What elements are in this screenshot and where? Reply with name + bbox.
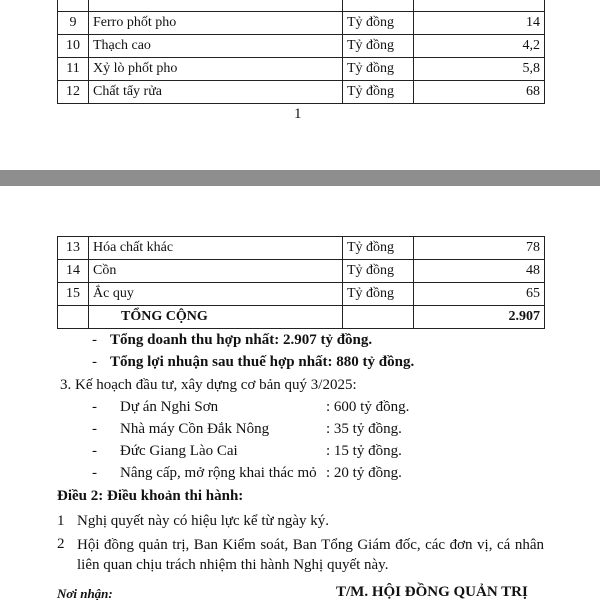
summary-revenue: Tổng doanh thu hợp nhất: 2.907 tỷ đồng. (110, 332, 373, 348)
section3-heading: 3. Kế hoạch đầu tư, xây dựng cơ bản quý 3/2025: (60, 377, 357, 393)
invest-value-1: : 600 tỷ đồng. (326, 399, 410, 415)
unit-cell: Tỷ đồng (343, 283, 414, 306)
row-number: 15 (58, 283, 89, 306)
value-cell: 65 (414, 283, 545, 306)
total-row (58, 306, 545, 329)
top-table (57, 0, 545, 104)
row-number: 10 (58, 35, 89, 58)
table-row (58, 81, 545, 104)
table-row (58, 283, 545, 306)
invest-value-2: : 35 tỷ đồng. (326, 421, 402, 437)
value-cell (414, 0, 545, 12)
invest-label-2: Nhà máy Cồn Đắk Nông (120, 421, 270, 437)
unit-cell: Tỷ đồng (343, 35, 414, 58)
row-number (58, 0, 89, 12)
item-name: Cồn (89, 260, 343, 283)
item-name: Ferro phốt pho (89, 12, 343, 35)
invest-label-4: Nâng cấp, mở rộng khai thác mỏ (120, 465, 317, 481)
table-row (58, 0, 545, 12)
row-number: 11 (58, 58, 89, 81)
unit-cell: Tỷ đồng (343, 260, 414, 283)
unit-cell: Tỷ đồng (343, 81, 414, 104)
invest-dash-2: - (92, 421, 97, 437)
summary-profit: Tổng lợi nhuận sau thuế hợp nhất: 880 tỷ đồng. (110, 354, 415, 370)
invest-value-4: : 20 tỷ đồng. (326, 465, 402, 481)
value-cell: 68 (414, 81, 545, 104)
invest-dash-1: - (92, 399, 97, 415)
invest-dash-4: - (92, 465, 97, 481)
item-name (89, 0, 343, 12)
table-row (58, 260, 545, 283)
table-row (58, 12, 545, 35)
item-name: Thạch cao (89, 35, 343, 58)
row-number: 12 (58, 81, 89, 104)
value-cell: 48 (414, 260, 545, 283)
row-number: 9 (58, 12, 89, 35)
table-row (58, 237, 545, 260)
clause2-number: 2 (57, 536, 65, 552)
clause1-number: 1 (57, 513, 65, 529)
item-name: Ắc quy (89, 283, 343, 306)
page-separator (0, 170, 600, 186)
table-row (58, 58, 545, 81)
page-bottom (0, 186, 600, 600)
article2-heading: Điều 2: Điều khoản thi hành: (57, 488, 244, 504)
clause1-text: Nghị quyết này có hiệu lực kể từ ngày ký. (77, 513, 330, 529)
invest-value-3: : 15 tỷ đồng. (326, 443, 402, 459)
recipients-label: Nơi nhận: (57, 586, 113, 600)
unit-cell: Tỷ đồng (343, 237, 414, 260)
unit-cell (343, 0, 414, 12)
invest-dash-3: - (92, 443, 97, 459)
invest-label-1: Dự án Nghi Sơn (120, 399, 219, 415)
bottom-table (57, 236, 545, 329)
row-number: 14 (58, 260, 89, 283)
value-cell: 5,8 (414, 58, 545, 81)
unit-cell: Tỷ đồng (343, 58, 414, 81)
summary-dash-2: - (92, 354, 97, 370)
value-cell: 14 (414, 12, 545, 35)
value-cell: 78 (414, 237, 545, 260)
page-number: 1 (294, 106, 302, 122)
invest-label-3: Đức Giang Lào Cai (120, 443, 238, 459)
total-label: TỔNG CỘNG (89, 306, 343, 329)
total-value: 2.907 (414, 306, 545, 329)
page-top (0, 0, 600, 170)
item-name: Hóa chất khác (89, 237, 343, 260)
item-name: Xỷ lò phốt pho (89, 58, 343, 81)
unit-cell: Tỷ đồng (343, 12, 414, 35)
clause2-text: Hội đồng quản trị, Ban Kiểm soát, Ban Tổng Giám đốc, các đơn vị, cá nhân liên quan chịu trách nhiệm thi hành Nghị quyết này. (77, 537, 544, 573)
item-name: Chất tẩy rửa (89, 81, 343, 104)
table-row (58, 35, 545, 58)
row-number: 13 (58, 237, 89, 260)
summary-dash-1: - (92, 332, 97, 348)
value-cell: 4,2 (414, 35, 545, 58)
signature-title: T/M. HỘI ĐỒNG QUẢN TRỊ (336, 584, 528, 600)
